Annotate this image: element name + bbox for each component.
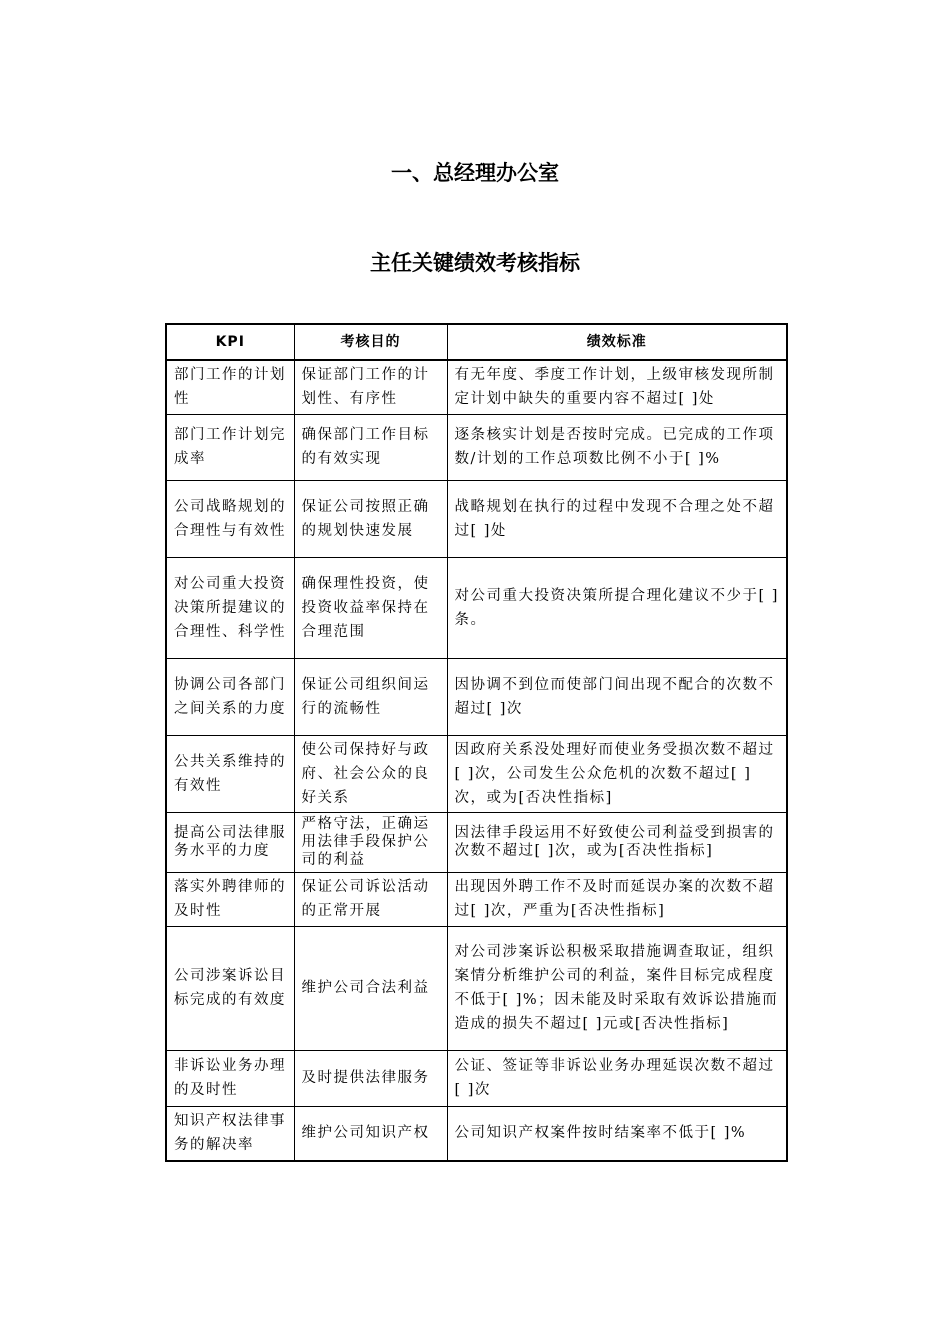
header-kpi: KPI (166, 324, 294, 360)
table-row (166, 658, 787, 735)
standard-cell: 公司知识产权案件按时结案率不低于[ ]% (447, 1106, 787, 1161)
standard-cell: 有无年度、季度工作计划，上级审核发现所制定计划中缺失的重要内容不超过[ ]处 (447, 360, 787, 414)
table-header-row (166, 324, 787, 360)
kpi-cell: 协调公司各部门之间关系的力度 (166, 658, 294, 735)
standard-cell: 逐条核实计划是否按时完成。已完成的工作项数/计划的工作总项数比例不小于[ ]% (447, 414, 787, 480)
standard-cell: 出现因外聘工作不及时而延误办案的次数不超过[ ]次，严重为[否决性指标] (447, 872, 787, 926)
standard-cell: 因法律手段运用不好致使公司利益受到损害的次数不超过[ ]次，或为[否决性指标] (447, 812, 787, 872)
standard-cell: 战略规划在执行的过程中发现不合理之处不超过[ ]处 (447, 480, 787, 557)
purpose-cell: 保证公司按照正确的规划快速发展 (294, 480, 447, 557)
table-row (166, 735, 787, 812)
kpi-cell: 部门工作的计划性 (166, 360, 294, 414)
kpi-cell: 部门工作计划完成率 (166, 414, 294, 480)
table-row (166, 1106, 787, 1161)
purpose-cell: 使公司保持好与政府、社会公众的良好关系 (294, 735, 447, 812)
kpi-cell: 落实外聘律师的及时性 (166, 872, 294, 926)
standard-cell: 对公司涉案诉讼积极采取措施调查取证，组织案情分析维护公司的利益，案件目标完成程度不低于[ ]%；因未能及时采取有效诉讼措施而造成的损失不超过[ ]元或[否决性指标] (447, 926, 787, 1050)
table-row (166, 414, 787, 480)
kpi-cell: 公司涉案诉讼目标完成的有效度 (166, 926, 294, 1050)
table-row (166, 872, 787, 926)
purpose-cell: 确保部门工作目标的有效实现 (294, 414, 447, 480)
standard-cell: 对公司重大投资决策所提合理化建议不少于[ ]条。 (447, 557, 787, 658)
standard-cell: 公证、签证等非诉讼业务办理延误次数不超过[ ]次 (447, 1050, 787, 1106)
kpi-cell: 非诉讼业务办理的及时性 (166, 1050, 294, 1106)
table-title: 主任关键绩效考核指标 (370, 251, 580, 275)
table-row (166, 1050, 787, 1106)
standard-cell: 因协调不到位而使部门间出现不配合的次数不超过[ ]次 (447, 658, 787, 735)
kpi-cell: 知识产权法律事务的解决率 (166, 1106, 294, 1161)
table-row (166, 926, 787, 1050)
kpi-cell: 公司战略规划的合理性与有效性 (166, 480, 294, 557)
purpose-cell: 及时提供法律服务 (294, 1050, 447, 1106)
table-row (166, 360, 787, 414)
section-title: 一、总经理办公室 (391, 161, 559, 185)
header-purpose: 考核目的 (294, 324, 447, 360)
table-row (166, 812, 787, 872)
kpi-table (165, 323, 788, 1162)
purpose-cell: 维护公司知识产权 (294, 1106, 447, 1161)
table-row (166, 557, 787, 658)
kpi-cell: 对公司重大投资决策所提建议的合理性、科学性 (166, 557, 294, 658)
purpose-cell: 严格守法，正确运用法律手段保护公司的利益 (294, 812, 447, 872)
purpose-cell: 保证公司诉讼活动的正常开展 (294, 872, 447, 926)
kpi-cell: 提高公司法律服务水平的力度 (166, 812, 294, 872)
purpose-cell: 保证部门工作的计划性、有序性 (294, 360, 447, 414)
purpose-cell: 保证公司组织间运行的流畅性 (294, 658, 447, 735)
table-row (166, 480, 787, 557)
standard-cell: 因政府关系没处理好而使业务受损次数不超过[ ]次，公司发生公众危机的次数不超过[ ]次，或为[否决性指标] (447, 735, 787, 812)
kpi-cell: 公共关系维持的有效性 (166, 735, 294, 812)
header-standard: 绩效标准 (447, 324, 787, 360)
purpose-cell: 维护公司合法利益 (294, 926, 447, 1050)
purpose-cell: 确保理性投资，使投资收益率保持在合理范围 (294, 557, 447, 658)
